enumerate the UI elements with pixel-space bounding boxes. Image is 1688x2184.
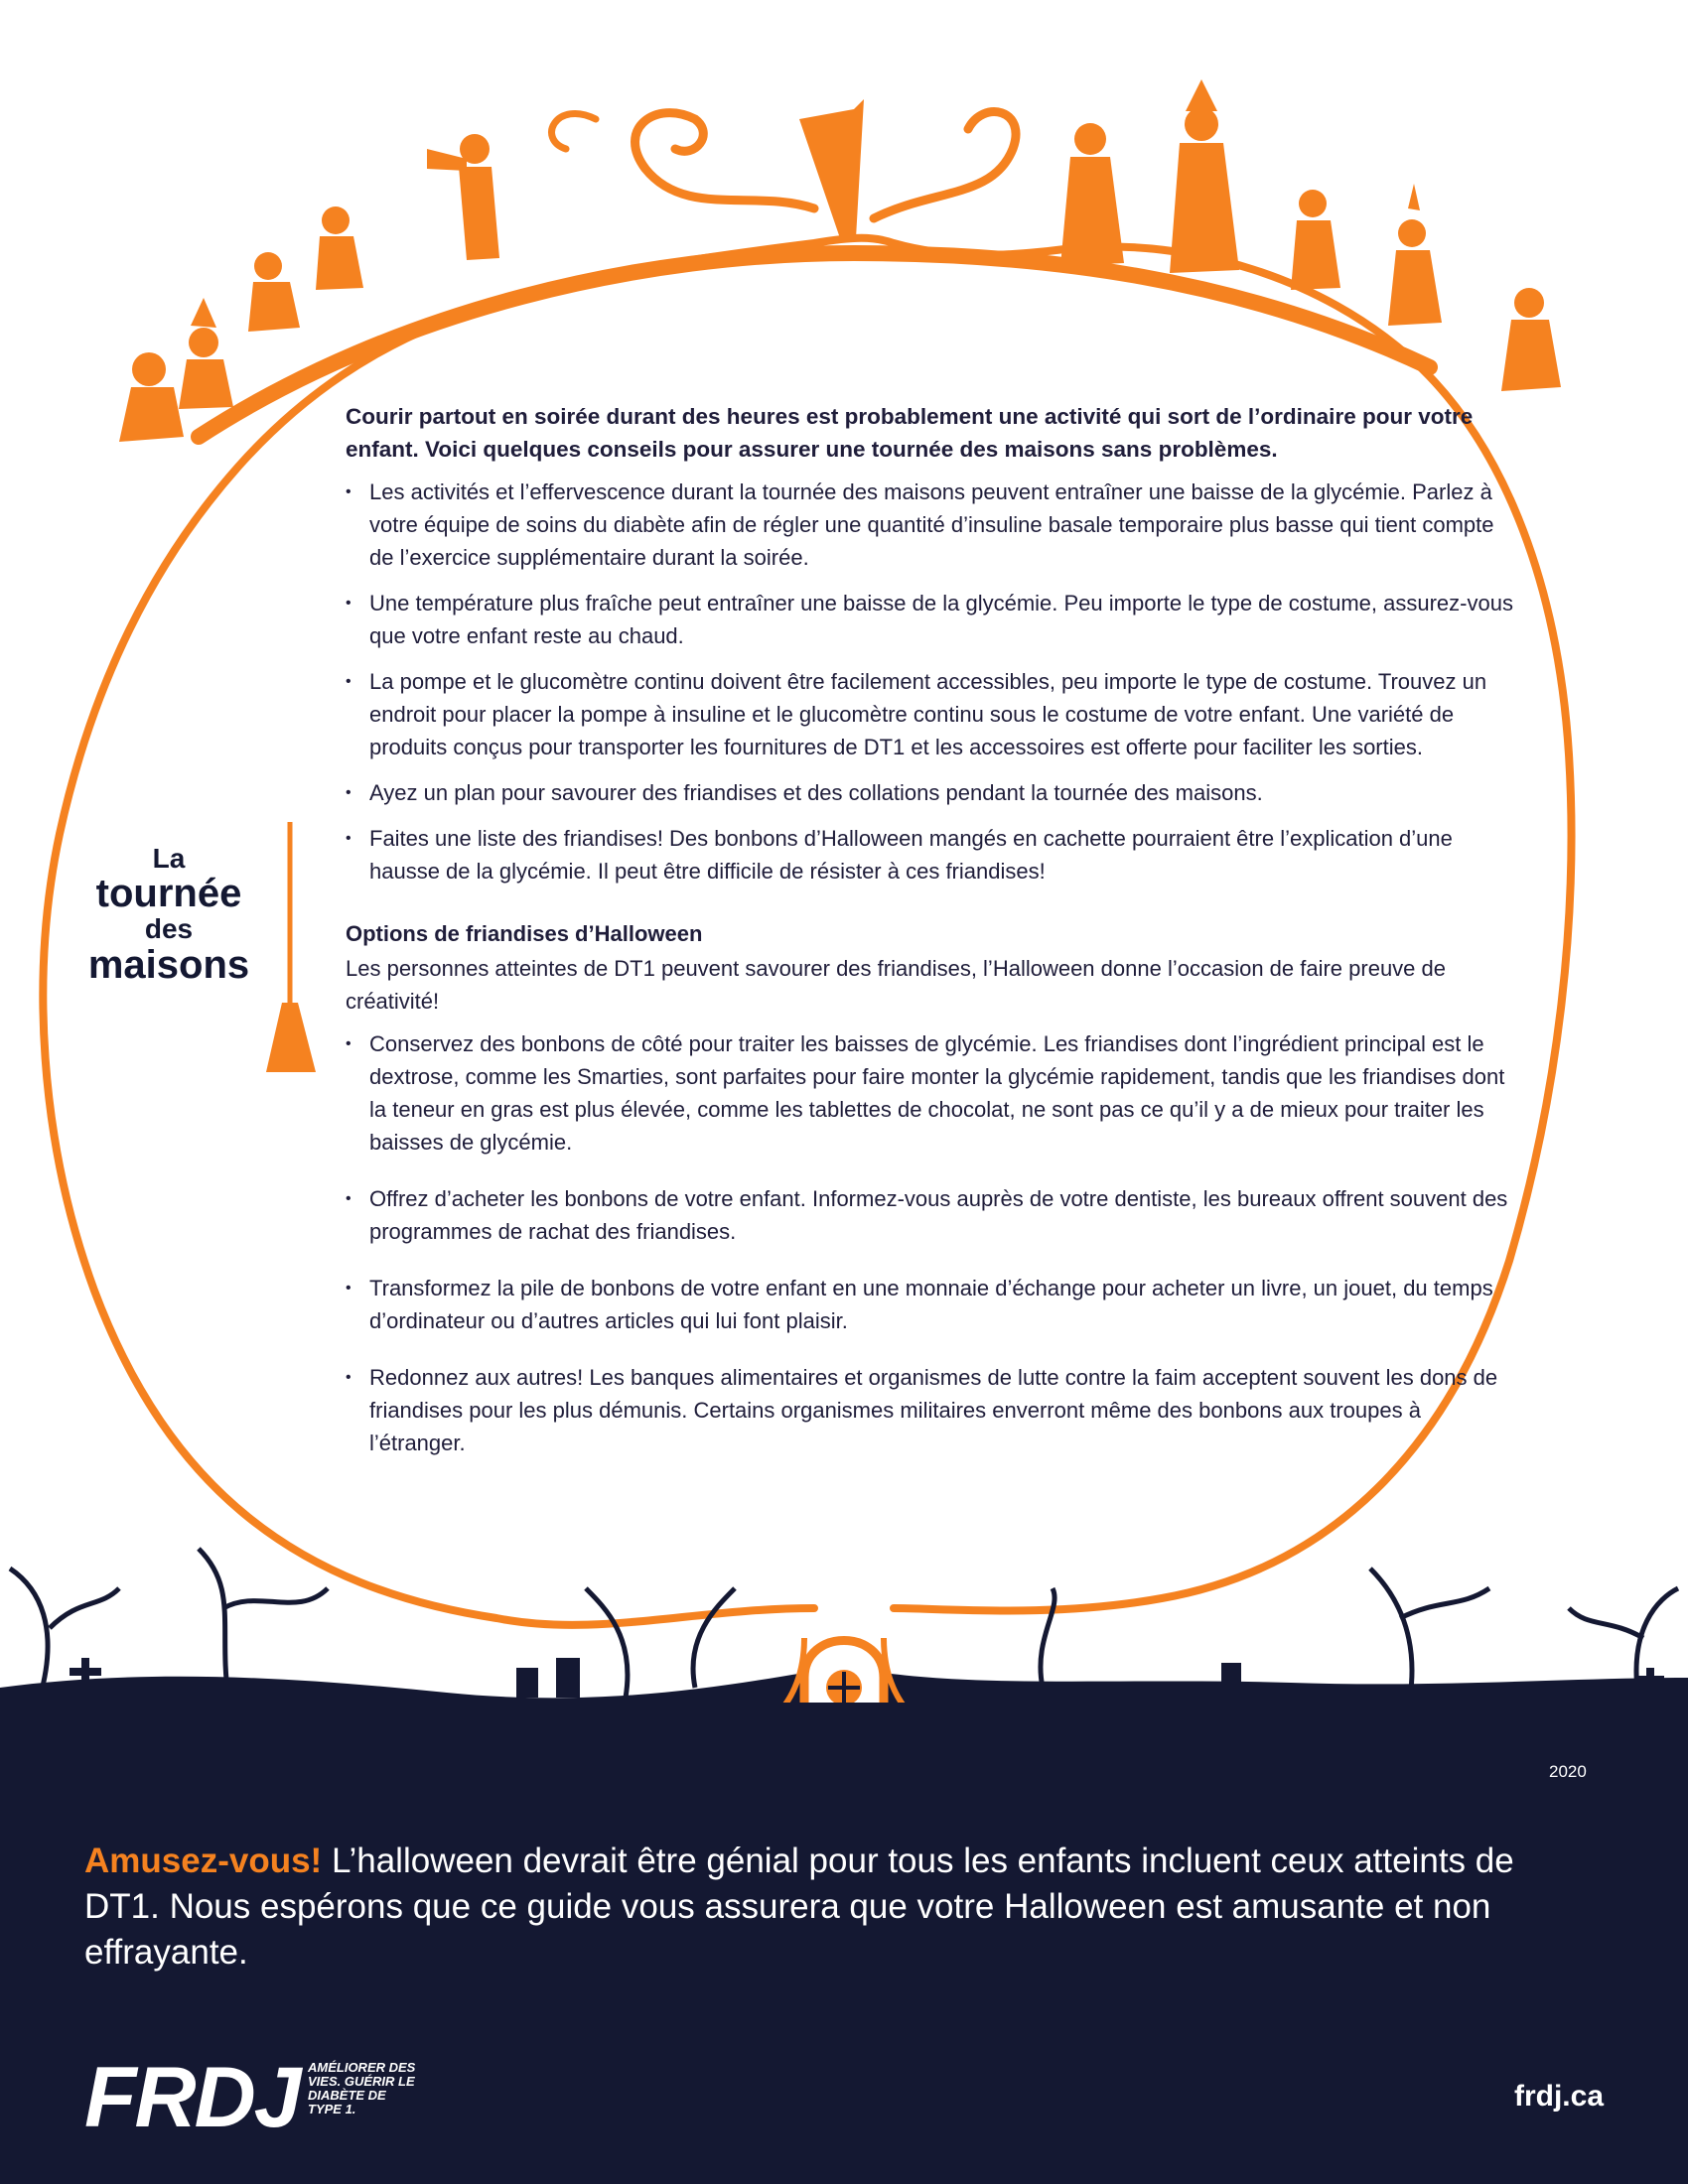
vine-left xyxy=(635,113,814,208)
list-item: • Les activités et l’effervescence durant la tournée des maisons peuvent entraîner une baisse de la glycémie. Parlez à votre équipe de soins du diabète afin de régler une quantité d’insuline basale temporaire plus basse qui tient compte de l’exercice supplémentaire durant la soirée. xyxy=(346,476,1517,574)
options-intro: Les personnes atteintes de DT1 peuvent savourer des friandises, l’Halloween donne l’occasion de faire preuve de créativité! xyxy=(346,956,1447,1014)
tips-list xyxy=(346,476,1517,887)
list-item: • Une température plus fraîche peut entraîner une baisse de la glycémie. Peu importe le type de costume, assurez-vous que votre enfant reste au chaud. xyxy=(346,587,1517,652)
list-item: • Conservez des bonbons de côté pour traiter les baisses de glycémie. Les friandises dont l’ingrédient principal est le dextrose, comme les Smarties, sont parfaites pour faire monter la glycémie rapidement, tandis que les friandises dont la teneur en gras est plus élevée, comme les tablettes de chocolat, ne sont pas ce qu’il y a de mieux pour traiter les baisses de glycémie. xyxy=(346,1027,1517,1159)
main-content xyxy=(346,400,1517,1483)
list-item: • Transformez la pile de bonbons de votre enfant en une monnaie d’échange pour acheter un livre, un jouet, du temps d’ordinateur ou d’autres articles qui lui font plaisir. xyxy=(346,1272,1517,1337)
options-heading: Options de friandises d’Halloween xyxy=(346,921,703,946)
year-label: 2020 xyxy=(1549,1762,1587,1781)
broom-head xyxy=(266,1003,316,1072)
list-item: • Offrez d’acheter les bonbons de votre enfant. Informez-vous auprès de votre dentiste, les bureaux offrent souvent des programmes de rachat des friandises. xyxy=(346,1182,1517,1248)
closing-message xyxy=(84,1839,1534,1976)
side-title-line1: La xyxy=(152,843,186,874)
website-link[interactable]: frdj.ca xyxy=(1513,2080,1604,2113)
closing-highlight: Amusez-vous! xyxy=(84,1842,323,1880)
logo-tagline: AMÉLIORER DES VIES. GUÉRIR LE DIABÈTE DE TYPE 1. xyxy=(308,2060,416,2116)
list-item: • Faites une liste des friandises! Des bonbons d’Halloween mangés en cachette pourraient être l’explication d’une hausse de la glycémie. Il peut être difficile de résister à ces friandises! xyxy=(346,822,1517,887)
side-title-line4: maisons xyxy=(87,942,250,987)
side-title-line3: des xyxy=(144,913,194,945)
side-title xyxy=(70,844,268,986)
side-title-line2: tournée xyxy=(95,872,242,916)
closing-text: L’halloween devrait être génial pour tous les enfants incluent ceux atteints de DT1. Nous espérons que ce guide vous assurera que votre Halloween est amusante et non effrayante. xyxy=(84,1842,1514,1972)
list-item: • Ayez un plan pour savourer des friandises et des collations pendant la tournée des maisons. xyxy=(346,776,1517,809)
intro-paragraph: Courir partout en soirée durant des heures est probablement une activité qui sort de l’ordinaire pour votre enfant. Voici quelques conseils pour assurer une tournée des maisons sans problèmes. xyxy=(346,404,1474,462)
pumpkin-stem xyxy=(799,99,864,238)
logo-wordmark: FRDJ xyxy=(84,2050,300,2145)
options-list xyxy=(346,1027,1517,1459)
list-item: • Redonnez aux autres! Les banques alimentaires et organismes de lutte contre la faim acceptent souvent les dons de friandises pour les plus démunis. Certains organismes militaires enverront même des bonbons aux troupes à l’étranger. xyxy=(346,1361,1517,1459)
list-item: • La pompe et le glucomètre continu doivent être facilement accessibles, peu importe le type de costume. Trouvez un endroit pour placer la pompe à insuline et le glucomètre continu sous le costume de votre enfant. Une variété de produits conçus pour transporter les fournitures de DT1 et les accessoires est offerte pour faciliter les sorties. xyxy=(346,665,1517,763)
vine-right xyxy=(874,112,1016,218)
